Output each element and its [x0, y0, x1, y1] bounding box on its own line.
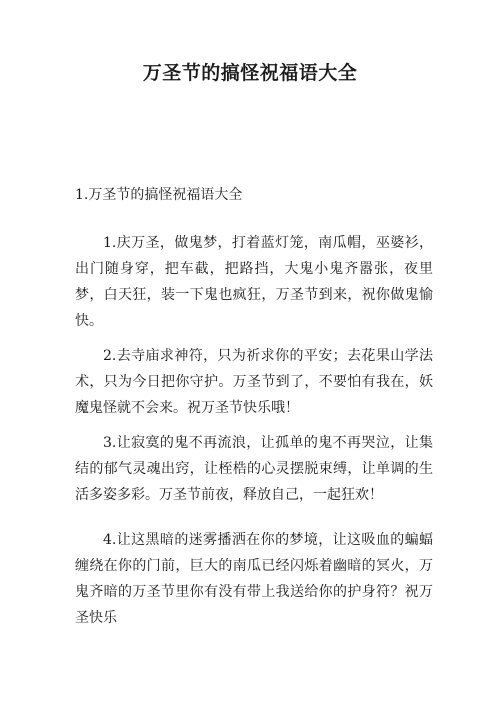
paragraph-1: 1.庆万圣，做鬼梦，打着蓝灯笼，南瓜帽，巫婆衫，出门随身穿，把车截，把路挡，大鬼小鬼齐嚣张，夜里梦，白天狂，装一下鬼也疯狂，万圣节到来，祝你做鬼愉快。 — [75, 235, 433, 329]
paragraph-4: 4.让这黑暗的迷雾播洒在你的梦境，让这吸血的蝙蝠缠绕在你的门前，巨大的南瓜已经闪烁着幽暗的冥火，万鬼齐暗的万圣节里你有没有带上我送给你的护身符？祝万圣快乐 — [75, 532, 433, 626]
section-heading: 1.万圣节的搞怪祝福语大全 — [75, 187, 243, 203]
document-title: 万圣节的搞怪祝福语大全 — [142, 62, 358, 84]
paragraph-3: 3.让寂寞的鬼不再流浪，让孤单的鬼不再哭泣，让集结的郁气灵魂出窍，让桎梏的心灵摆脱束缚，让单调的生活多姿多彩。万圣节前夜，释放自己，一起狂欢！ — [75, 435, 433, 503]
paragraph-2: 2.去寺庙求神符，只为祈求你的平安；去花果山学法术，只为今日把你守护。万圣节到了，不要怕有我在，妖魔鬼怪就不会来。祝万圣节快乐哦！ — [75, 348, 433, 416]
